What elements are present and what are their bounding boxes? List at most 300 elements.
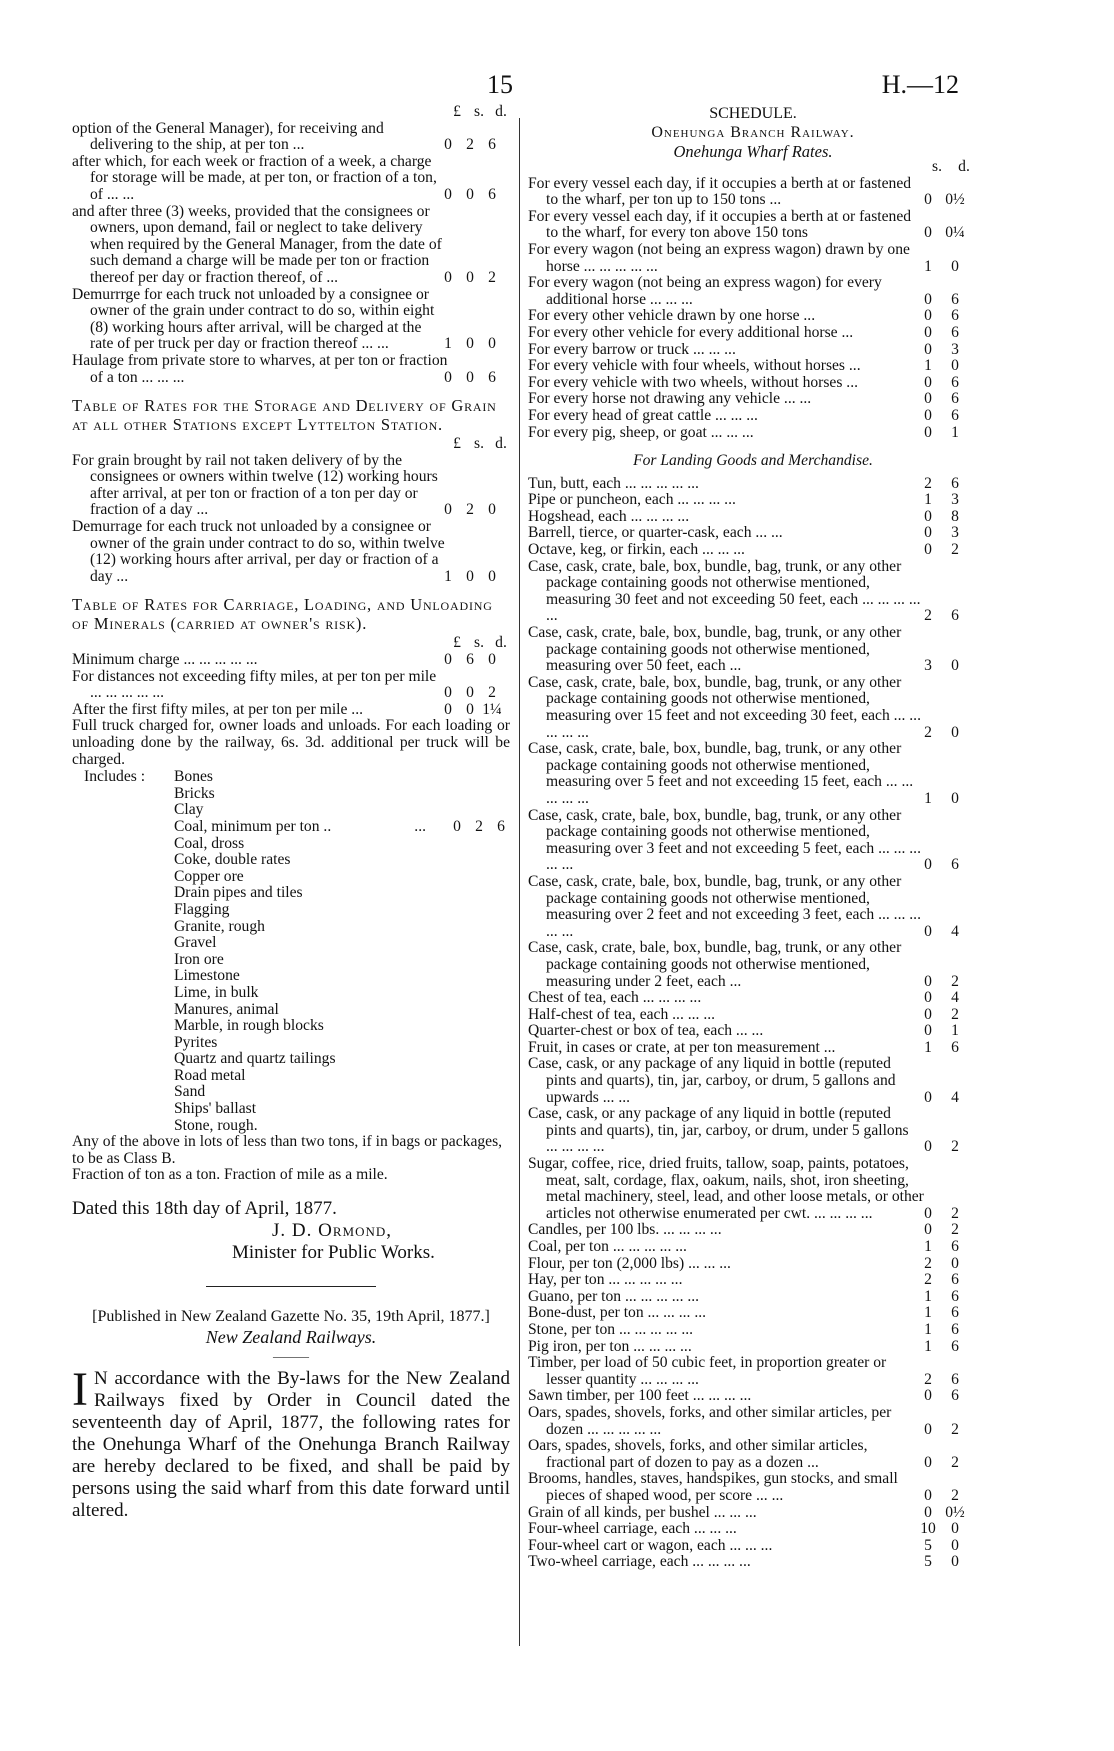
fraction-note: Fraction of ton as a ton. Fraction of mile as a mile. [72,1166,388,1184]
pence-value: 0 [951,1254,959,1272]
rate-description: after which, for each week or fraction of a week, a charge for storage will be made, at per ton, or fraction of a ton, of ... ... [72,152,437,203]
includes-label: Includes : [84,768,146,786]
pounds-value: 0 [444,684,452,702]
shillings-value: 0 [924,1503,932,1521]
rate-description: For grain brought by rail not taken delivery of by the consignees or owners within twelve (12) working hours after arrival, at per ton or fraction of a ton per day or fraction of a day ... [72,451,438,519]
pence-value: 0 [488,651,496,669]
rate-description: For every wagon (not being an express wagon) drawn by one horse ... ... ... ... ... [528,240,910,275]
page-number: 15 [487,70,513,99]
rate-amount [924,408,978,425]
rate-row [528,342,978,359]
mineral-item [174,1051,510,1068]
pence-value: 2 [951,1221,959,1239]
rate-description: Two-wheel carriage, each ... ... ... ... [528,1553,751,1571]
pence-value: 0 [951,657,959,675]
pounds-value: 0 [444,368,452,386]
rate-amount [444,368,510,387]
pence-value: 2 [951,1453,959,1471]
rate-row [528,1056,978,1106]
left-column [72,104,510,1522]
rate-row [528,1272,978,1289]
mineral-item [174,786,510,803]
pence-value: 6 [951,1387,959,1405]
mineral-item [174,1035,510,1052]
rate-amount [924,225,978,242]
mineral-name: Limestone [174,967,240,985]
shillings-value: 0 [924,224,932,242]
rate-row [528,1505,978,1522]
rate-row [528,242,978,275]
pence-value: 0 [488,335,496,353]
shilling-header: s. [474,435,484,453]
pence-value: 2 [951,972,959,990]
rate-row [528,1405,978,1438]
pence-value: 6 [951,474,959,492]
rate-row [72,453,510,519]
rate-description: For every pig, sheep, or goat ... ... ... [528,423,754,441]
pence-value: 0½ [945,1503,965,1521]
shillings-value: 1 [924,357,932,375]
rate-amount [924,1139,978,1156]
pence-value: 2 [951,1138,959,1156]
shillings-value: 3 [924,657,932,675]
rate-description: Half-chest of tea, each ... ... ... [528,1005,716,1023]
rate-description: Quarter-chest or box of tea, each ... ... [528,1022,764,1040]
pound-header: £ [453,634,461,652]
mineral-item [174,802,510,819]
mineral-name: Quartz and quartz tailings [174,1050,336,1068]
mineral-item [174,836,510,853]
rate-description: Bone-dust, per ton ... ... ... ... [528,1304,707,1322]
rate-amount [444,335,510,353]
money-header [528,159,978,176]
rate-amount [924,924,978,941]
mineral-item [174,1002,510,1019]
rate-description: Sawn timber, per 100 feet ... ... ... ... [528,1387,752,1405]
mineral-name: Iron ore [174,950,224,968]
leader-dots: ... [414,817,426,835]
mineral-item [174,952,510,969]
shillings-value: 0 [924,390,932,408]
rate-amount [444,700,510,719]
rate-description: Hay, per ton ... ... ... ... ... [528,1271,683,1289]
rate-description: For every vehicle with two wheels, without horses ... [528,373,859,391]
rate-amount [924,608,978,625]
pence-value: 6 [951,406,959,424]
rate-amount [924,1488,978,1505]
rate-amount [924,375,978,392]
rate-amount [924,1322,978,1339]
shillings-value: 6 [466,651,474,669]
rate-description: Flour, per ton (2,000 lbs) ... ... ... [528,1254,731,1272]
shillings-value: 2 [924,723,932,741]
rate-amount [924,974,978,991]
rate-row [528,1256,978,1273]
shillings-value: 0 [924,307,932,325]
rate-amount [444,567,510,586]
shillings-value: 5 [924,1553,932,1571]
pence-value: 6 [497,817,505,835]
rate-description: Oars, spades, shovels, forks, and other similar articles, fractional part of dozen to pay as a dozen ... [528,1437,868,1471]
rate-description: Case, cask, crate, bale, box, bundle, bag, trunk, or any other package containing goods not otherwise mentioned, measuring over 50 feet, each ... [528,624,902,675]
rate-description: For every barrow or truck ... ... ... [528,340,736,358]
rate-row [528,1106,978,1156]
pence-value: 2 [951,1005,959,1023]
rate-row [528,425,978,442]
rate-amount [444,501,510,519]
pence-value: 6 [488,136,496,154]
rate-row [528,741,978,807]
mineral-item [174,769,510,786]
rate-amount [924,1305,978,1322]
mineral-name: Manures, animal [174,1000,279,1018]
rate-row [528,209,978,242]
rate-amount [924,308,978,325]
rate-description: Timber, per load of 50 cubic feet, in proportion greater or lesser quantity ... ... ... ... [528,1354,887,1388]
pound-header: £ [453,103,461,120]
shilling-header: s. [474,634,484,652]
pence-value: 2 [951,1486,959,1504]
mineral-item [174,1084,510,1101]
rate-description: Hogshead, each ... ... ... ... [528,507,690,525]
shillings-value: 0 [924,373,932,391]
rate-description: Case, cask, crate, bale, box, bundle, bag, trunk, or any other package containing goods not otherwise mentioned, measuring over 5 feet and not exceeding 15 feet, each ... ... ... ... ... [528,740,914,807]
table-title-grain-storage: Table of Rates for the Storage and Delivery of Grain at all other Stations except Lyttelton Station. [72,396,497,435]
rate-row [528,492,978,509]
rate-description: Candles, per 100 lbs. ... ... ... ... [528,1221,722,1239]
rate-row [528,1023,978,1040]
rate-description: Case, cask, or any package of any liquid in bottle (reputed pints and quarts), tin, jar, carboy, or drum, 5 gallons and upwards ... ... [528,1055,896,1106]
rate-description: Sugar, coffee, rice, dried fruits, tallow, soap, paints, potatoes, meat, salt, cordage, flax, oakum, nails, shot, iron sheeting, metal machinery, steel, lead, and other loose metals, or other articles not otherwise enumerated per cwt. ... ... ... ... [528,1155,924,1222]
pence-value: 0¼ [945,224,965,242]
pence-value: 4 [951,922,959,940]
rate-row [528,1388,978,1405]
mineral-item [174,1018,510,1035]
mineral-name: Gravel [174,934,217,952]
full-truck-note: Full truck charged for, owner loads and unloads. For each loading or unloading done by the railway, 6s. 3d. additional per truck will be charged. [72,717,510,768]
rate-amount [924,192,978,209]
rate-amount [924,292,978,309]
rate-row [528,308,978,325]
mineral-item [174,1118,510,1135]
shillings-value: 2 [924,1254,932,1272]
rate-description: Brooms, handles, staves, handspikes, gun stocks, and small pieces of shaped wood, per score ... ... [528,1470,898,1504]
pence-value: 0 [951,257,959,275]
pence-value: 6 [951,1038,959,1056]
shillings-value: 2 [466,136,474,154]
shilling-header: s. [932,158,942,175]
rate-row [528,625,978,675]
pence-value: 0 [951,1553,959,1571]
shillings-value: 1 [924,789,932,807]
rate-row [528,358,978,375]
pence-value: 6 [488,368,496,386]
rate-description: For every vessel each day, if it occupies a berth at or fastened to the wharf, for every ton above 150 tons [528,207,912,242]
rate-description: Chest of tea, each ... ... ... ... [528,989,702,1007]
short-rule: ——— [273,1348,309,1363]
mineral-name: Flagging [174,900,230,918]
rate-amount [444,185,510,204]
mineral-item [174,819,510,836]
shillings-value: 0 [924,972,932,990]
rate-row [528,1355,978,1388]
shillings-value: 0 [466,268,474,286]
rate-description: Oars, spades, shovels, forks, and other similar articles, per dozen ... ... ... ... ... [528,1403,892,1438]
rate-description: Case, cask, crate, bale, box, bundle, bag, trunk, or any other package containing goods not otherwise mentioned, measuring under 2 feet, each ... [528,939,902,990]
mineral-name: Copper ore [174,867,244,885]
landing-goods-heading: For Landing Goods and Merchandise. [633,452,873,470]
pence-value: 6 [951,1320,959,1338]
shillings-value: 2 [466,501,474,519]
rate-amount [924,1505,978,1522]
rate-amount [924,1339,978,1356]
rate-description: Guano, per ton ... ... ... ... ... [528,1287,700,1305]
pence-value: 2 [951,541,959,559]
rate-amount [924,658,978,675]
pence-value: 0 [951,1536,959,1554]
shillings-value: 0 [466,185,474,203]
pounds-value: 0 [444,268,452,286]
rate-row [528,408,978,425]
shillings-value: 2 [924,607,932,625]
column-divider [519,118,520,1646]
rate-amount [924,391,978,408]
rate-row [528,1040,978,1057]
rate-row [528,476,978,493]
rate-row [528,1289,978,1306]
pence-value: 6 [951,390,959,408]
shillings-value: 0 [924,1387,932,1405]
shillings-value: 0 [924,340,932,358]
rate-row [528,1007,978,1024]
minerals-rates [72,652,510,718]
rate-description: Barrell, tierce, or quarter-cask, each ... ... [528,524,783,542]
document-reference: H.—12 [881,70,959,99]
rate-amount [924,1239,978,1256]
rate-row [528,808,978,874]
shillings-value: 0 [924,856,932,874]
pound-header: £ [453,435,461,453]
rate-description: Octave, keg, or firkin, each ... ... ... [528,541,745,559]
money-header [72,635,510,652]
shillings-value: 10 [920,1520,936,1538]
mineral-item [174,919,510,936]
rate-amount [924,425,978,442]
rate-description: Pig iron, per ton ... ... ... ... [528,1337,692,1355]
rate-description: Four-wheel cart or wagon, each ... ... ... [528,1536,773,1554]
rate-row [72,702,510,719]
rate-description: Case, cask, crate, bale, box, bundle, bag, trunk, or any other package containing goods not otherwise mentioned, measuring 30 feet and not exceeding 50 feet, each ... ... ... ... ... [528,557,921,625]
rate-amount [924,1289,978,1306]
shillings-value: 0 [924,1453,932,1471]
pence-value: 6 [951,290,959,308]
rate-row [72,121,510,154]
mineral-item [174,1068,510,1085]
mineral-name: Coal, dross [174,834,245,852]
rate-description: Demurrage for each truck not unloaded by a consignee or owner of the grain under contract to do so, within twelve (12) working hours after arrival, per day or fraction of a day ... [72,518,445,585]
rate-row [528,1471,978,1504]
shillings-value: 0 [466,700,474,718]
table-title-minerals: Table of Rates for Carriage, Loading, and Unloading of Minerals (carried at owner's risk). [72,595,493,634]
pence-value: 6 [951,1337,959,1355]
rate-amount [924,857,978,874]
rate-row [528,1222,978,1239]
landing-goods-rates [528,476,978,1571]
rate-row [528,559,978,625]
grain-storage-rates [72,453,510,586]
pence-value: 0 [488,501,496,519]
rate-description: Demurrrge for each truck not unloaded by a consignee or owner of the grain under contract to do so, within eight (8) working hours after arrival, will be charged at the rate of per truck per day or fraction thereof ... ... [72,285,435,353]
rate-amount [924,1023,978,1040]
mineral-item [174,885,510,902]
rate-description: Case, cask, crate, bale, box, bundle, bag, trunk, or any other package containing goods not otherwise mentioned, measuring over 3 feet and not exceeding 5 feet, each ... ... ... ... ... [528,806,921,874]
rate-amount [924,1372,978,1389]
rate-description: For every wagon (not being an express wagon) for every additional horse ... ... ... [528,274,882,308]
rate-row [528,1305,978,1322]
rate-amount [924,725,978,742]
rate-row [72,154,510,204]
mineral-name: Road metal [174,1066,246,1084]
shilling-header: s. [474,103,484,120]
rate-amount [920,1520,978,1538]
pence-value: 0 [951,1520,959,1538]
shillings-value: 0 [466,567,474,585]
intro-text: N accordance with the By-laws for the New Zealand Railways fixed by Order in Council dated the seventeenth day of April, 1877, the following rates for the Onehunga Wharf of the Onehunga Branch Railway are hereby declared to be fixed, and shall be paid by persons using the said wharf from this date forward until altered. [72,1368,510,1522]
pence-value: 0½ [945,191,965,209]
pence-value: 6 [951,856,959,874]
wharf-rates-heading: Onehunga Wharf Rates. [673,142,833,161]
pence-header: d. [495,435,507,453]
pence-value: 6 [951,1271,959,1289]
shillings-value: 0 [924,406,932,424]
rate-description: For distances not exceeding fifty miles, at per ton per mile ... ... ... ... ... [72,667,437,702]
rate-amount [924,342,978,359]
intro-paragraph [72,1363,510,1522]
shillings-value: 1 [924,1304,932,1322]
rate-row [528,1554,978,1571]
schedule-heading: SCHEDULE. [709,105,797,122]
pence-value: 8 [951,507,959,525]
rate-amount [924,509,978,526]
mineral-name: Coke, double rates [174,851,291,869]
pence-value: 2 [488,268,496,286]
pounds-value: 0 [444,651,452,669]
rate-description: Case, cask, crate, bale, box, bundle, bag, trunk, or any other package containing goods not otherwise mentioned, measuring over 2 feet and not exceeding 3 feet, each ... ... ... ... ... [528,872,921,940]
rate-description: Grain of all kinds, per bushel ... ... ... [528,1503,757,1521]
shillings-value: 0 [924,922,932,940]
pence-value: 4 [951,1088,959,1106]
shillings-value: 0 [924,1138,932,1156]
pence-value: 6 [951,307,959,325]
pence-header: d. [495,103,507,120]
pence-value: 6 [951,1304,959,1322]
rate-amount [924,1272,978,1289]
shillings-value: 1 [924,1287,932,1305]
shillings-value: 0 [924,541,932,559]
pounds-value: 1 [444,335,452,353]
pence-value: 0 [951,723,959,741]
rate-row [528,275,978,308]
shillings-value: 5 [924,1536,932,1554]
rate-amount [924,1206,978,1223]
pence-value: 0 [951,357,959,375]
pence-value: 0 [488,567,496,585]
pounds-value: 0 [444,501,452,519]
pounds-value: 0 [444,185,452,203]
rate-description: Coal, per ton ... ... ... ... ... [528,1238,687,1255]
rate-amount [444,136,510,154]
pounds-value: 0 [444,700,452,718]
rate-amount [924,542,978,559]
rate-amount [924,1007,978,1024]
pence-value: 3 [951,340,959,358]
rate-description: For every other vehicle drawn by one horse ... [528,307,816,325]
rate-row [528,675,978,741]
rate-description: Fruit, in cases or crate, at per ton measurement ... [528,1038,836,1056]
mineral-name: Sand [174,1083,206,1101]
rate-row [528,1339,978,1356]
shillings-value: 1 [924,491,932,509]
rate-row [528,1156,978,1222]
rate-amount [924,1040,978,1057]
mineral-item [174,852,510,869]
pounds-value: 0 [453,817,461,835]
mineral-name: Bricks [174,784,215,802]
mineral-name: Stone, rough. [174,1116,258,1134]
shillings-value: 2 [924,1370,932,1388]
pence-value: 3 [951,524,959,542]
rate-amount [924,990,978,1007]
continued-rates [72,121,510,387]
shillings-value: 1 [924,257,932,275]
branch-heading: Onehunga Branch Railway. [651,124,855,141]
rate-row [528,940,978,990]
pence-value: 0 [951,789,959,807]
pence-value: 1 [951,1022,959,1040]
rate-amount [924,791,978,808]
shillings-value: 0 [924,1486,932,1504]
mineral-name: Bones [174,768,213,786]
rate-description: option of the General Manager), for receiving and delivering to the ship, at per ton ... [72,119,384,154]
rate-amount [448,819,510,836]
pounds-value: 0 [444,136,452,154]
rate-description: After the first fifty miles, at per ton per mile ... [72,700,363,718]
pence-value: 6 [951,323,959,341]
shillings-value: 0 [924,989,932,1007]
rate-description: Minimum charge ... ... ... ... ... [72,651,258,669]
rate-amount [924,1455,978,1472]
rate-amount [924,325,978,342]
rate-amount [924,1222,978,1239]
shillings-value: 1 [924,1238,932,1255]
shillings-value: 0 [924,423,932,441]
published-note: [Published in New Zealand Gazette No. 35, 19th April, 1877.] [92,1308,490,1326]
rate-amount [444,684,510,702]
mineral-name: Coal, minimum per ton .. [174,817,332,835]
mineral-item [174,935,510,952]
rate-amount [924,1422,978,1439]
mineral-item [174,869,510,886]
rate-description: Four-wheel carriage, each ... ... ... [528,1520,737,1538]
rate-description: Tun, butt, each ... ... ... ... ... [528,474,699,492]
rate-row [528,1438,978,1471]
rate-row [528,1239,978,1256]
pence-value: 1¼ [482,700,502,718]
shillings-value: 1 [924,1038,932,1056]
mineral-name: Ships' ballast [174,1100,257,1118]
rate-amount [924,1388,978,1405]
mineral-name: Marble, in rough blocks [174,1017,324,1035]
